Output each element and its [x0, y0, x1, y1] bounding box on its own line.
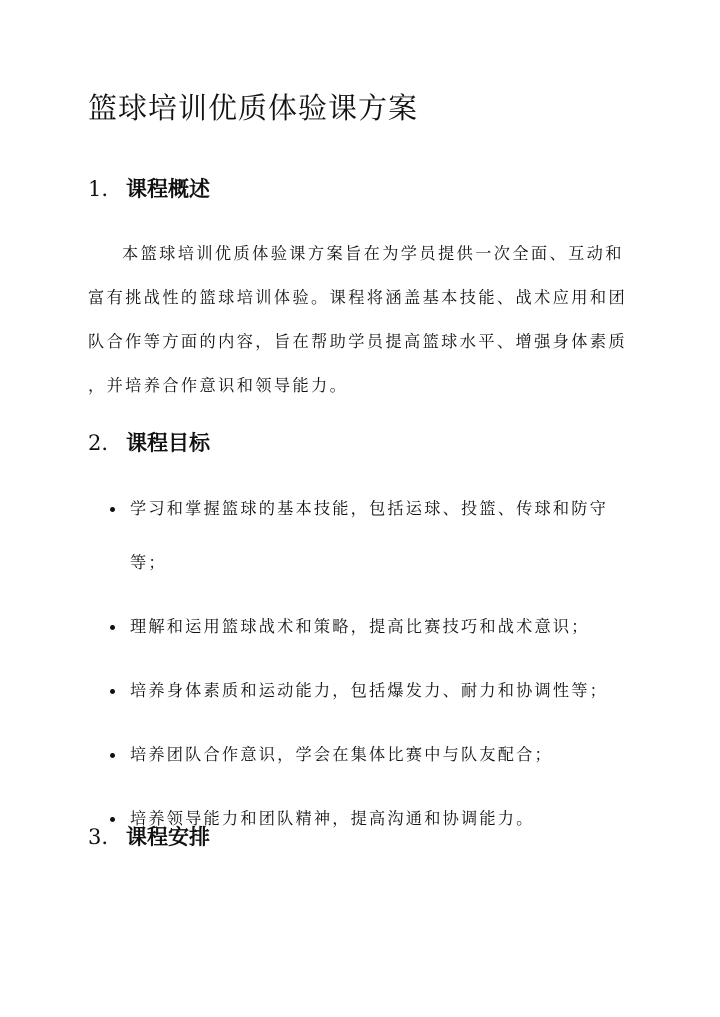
list-item: [88, 672, 648, 710]
paragraph-line: 队合作等方面的内容，旨在帮助学员提高篮球水平、增强身体素质: [88, 332, 628, 351]
list-item-text: 培养团队合作意识，学会在集体比赛中与队友配合；: [130, 745, 553, 764]
section-title: 课程安排: [126, 824, 210, 849]
list-item-text: 培养领导能力和团队精神，提高沟通和协调能力。: [130, 809, 535, 828]
list-item-text: 学习和掌握篮球的基本技能，包括运球、投篮、传球和防守: [130, 499, 609, 518]
list-item-text: 培养身体素质和运动能力，包括爆发力、耐力和协调性等；: [130, 681, 609, 700]
section-title: 课程目标: [126, 430, 210, 455]
list-item: [88, 490, 648, 582]
bullet-icon: [110, 689, 115, 694]
list-item-text-continued: 等；: [130, 553, 167, 572]
list-item: [88, 608, 648, 646]
overview-paragraph: [88, 232, 648, 408]
section-title: 课程概述: [126, 176, 210, 201]
section-heading-goals: [88, 428, 210, 458]
list-item: [88, 736, 648, 774]
section-number: 2.: [88, 431, 109, 455]
section-number: 1.: [88, 177, 109, 201]
goals-list: [88, 490, 648, 864]
paragraph-line: 本篮球培训优质体验课方案旨在为学员提供一次全面、互动和: [122, 244, 624, 263]
section-heading-schedule: [88, 822, 210, 852]
paragraph-line: ，并培养合作意识和领导能力。: [88, 376, 349, 395]
section-number: 3.: [88, 825, 109, 849]
section-heading-overview: [88, 174, 210, 204]
document-title: 篮球培训优质体验课方案: [88, 91, 419, 125]
paragraph-line: 富有挑战性的篮球培训体验。课程将涵盖基本技能、战术应用和团: [88, 288, 628, 307]
bullet-icon: [110, 625, 115, 630]
bullet-icon: [110, 753, 115, 758]
list-item-text: 理解和运用篮球战术和策略，提高比赛技巧和战术意识；: [130, 617, 590, 636]
bullet-icon: [110, 507, 115, 512]
